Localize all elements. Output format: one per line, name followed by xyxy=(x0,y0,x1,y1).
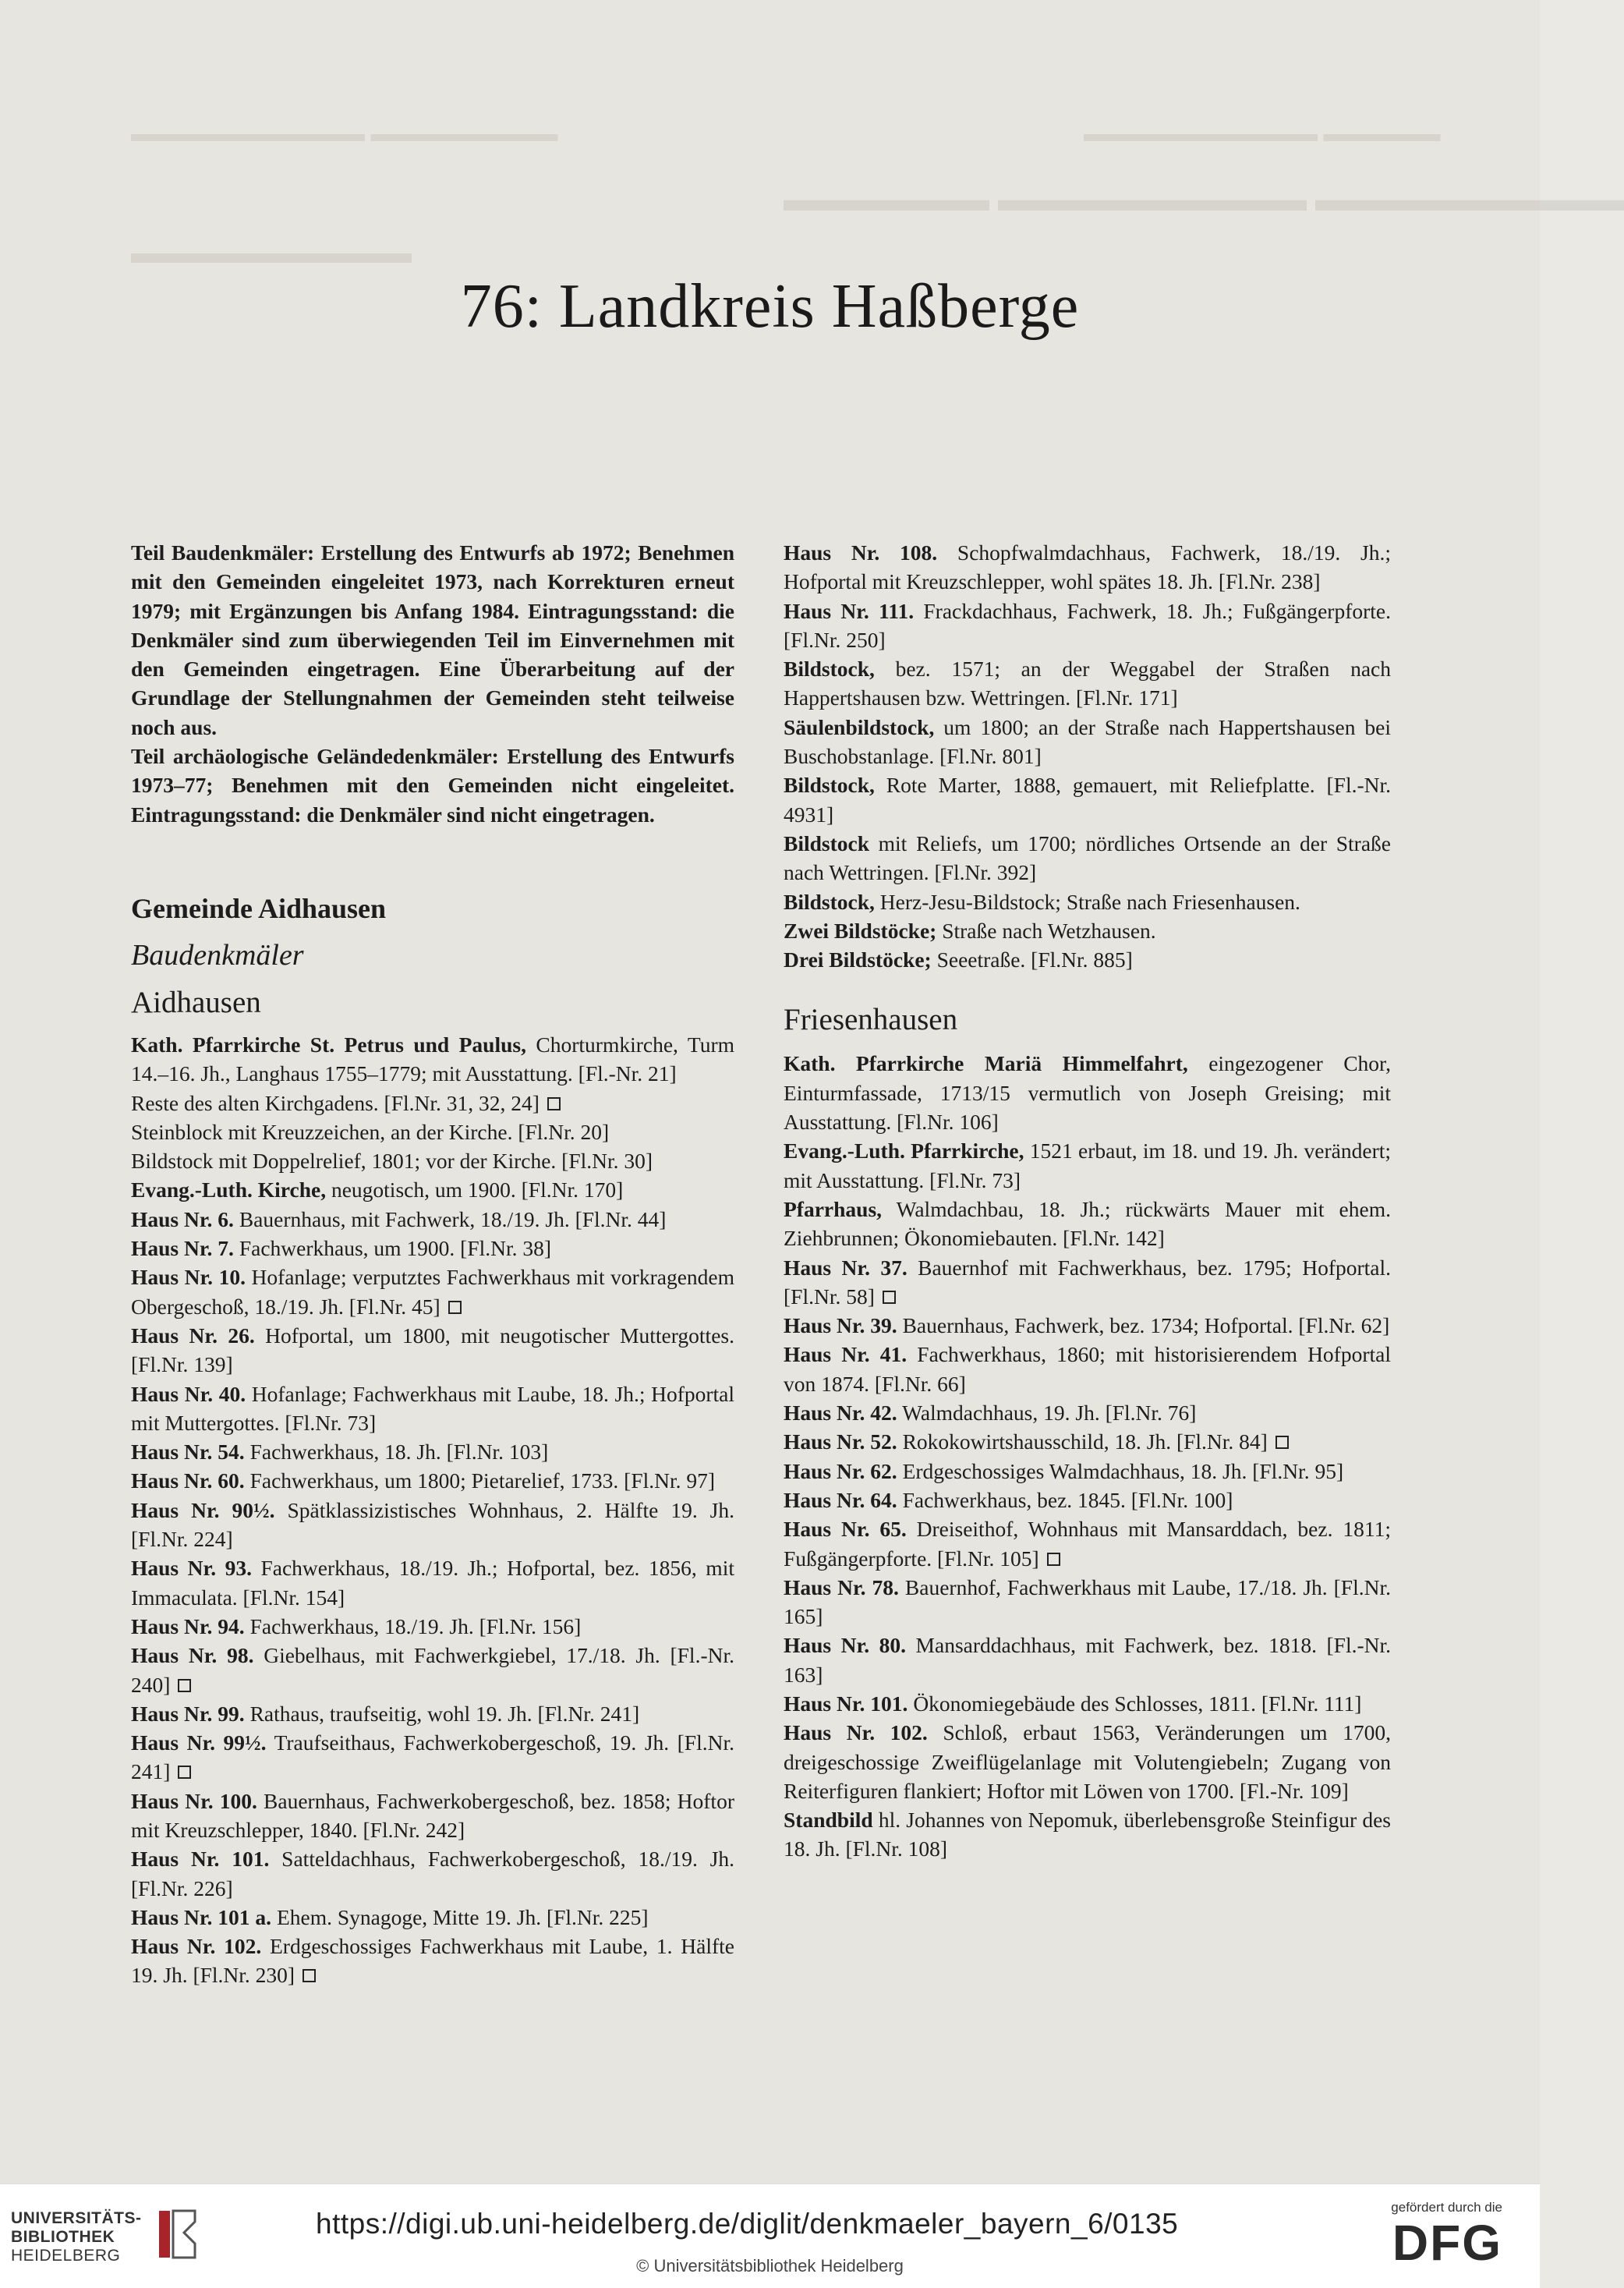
entry xyxy=(131,1932,734,1990)
entry-heading: Haus Nr. 78. xyxy=(784,1574,899,1599)
entry-text: Frackdachhaus, Fachwerk, 18. Jh.; Fußgängerpforte. [Fl.Nr. 250] xyxy=(784,598,1391,652)
entry xyxy=(131,1263,734,1321)
entry-heading: Haus Nr. 60. xyxy=(131,1468,245,1493)
entry xyxy=(784,1718,1391,1805)
entry-heading: Haus Nr. 6. xyxy=(131,1206,234,1231)
entry-text: Bauernhof, Fachwerkhaus mit Laube, 17./18. Jh. [Fl.Nr. 165] xyxy=(784,1574,1391,1629)
entry xyxy=(131,1117,734,1146)
entry-text: Satteldachhaus, Fachwerkobergeschoß, 18./19. Jh. [Fl.Nr. 226] xyxy=(131,1847,734,1900)
entry-heading: Bildstock, xyxy=(784,773,875,798)
entry-text: Erdgeschossiges Walmdachhaus, 18. Jh. [Fl.Nr. 95] xyxy=(897,1458,1344,1483)
entry-text: bez. 1571; an der Weggabel der Straßen nach Happertshausen bzw. Wettringen. [Fl.Nr. 171] xyxy=(784,657,1391,710)
entry xyxy=(131,1553,734,1612)
entry-text: Fachwerkhaus, 1860; mit historisierendem Hofportal von 1874. [Fl.Nr. 66] xyxy=(784,1342,1391,1396)
entry xyxy=(131,1321,734,1380)
entry-text: Fachwerkhaus, um 1800; Pietarelief, 1733. [Fl.Nr. 97] xyxy=(244,1468,716,1493)
gemeinde-heading: Gemeinde Aidhausen xyxy=(131,892,387,924)
entry-heading: Haus Nr. 26. xyxy=(131,1323,255,1348)
entry-heading: Säulenbildstock, xyxy=(784,714,935,739)
entry-text: Fachwerkhaus, 18./19. Jh. [Fl.Nr. 156] xyxy=(244,1613,582,1638)
ort-heading: Friesenhausen xyxy=(784,1003,958,1037)
entry-text: Fachwerkhaus, um 1900. [Fl.Nr. 38] xyxy=(233,1236,552,1261)
entry-list xyxy=(784,1049,1391,1863)
entry-heading: Haus Nr. 10. xyxy=(131,1265,246,1290)
right-column xyxy=(784,538,1391,1864)
entry-heading: Haus Nr. 7. xyxy=(131,1236,234,1261)
entry-heading: Haus Nr. 102. xyxy=(131,1934,262,1959)
square-marker-icon xyxy=(1275,1436,1289,1449)
entry-text: Schloß, erbaut 1563, Veränderungen um 1700, dreigeschossige Zweiflügelanlage mit Volutengiebeln; Zugang von Reiterfiguren flankiert; Hoftor mit Löwen von 1700. [Fl.-Nr. 109] xyxy=(784,1720,1391,1803)
intro-paragraph: Teil archäologische Geländedenkmäler: Erstellung des Entwurfs 1973–77; Benehmen mit den Gemeinden nicht eingeleitet. Eintragungsstand: die Denkmäler sind nicht eingetragen. xyxy=(131,744,734,827)
entry-heading: Haus Nr. 42. xyxy=(784,1401,897,1426)
entry xyxy=(784,1631,1391,1689)
entry-heading: Evang.-Luth. Kirche, xyxy=(131,1178,327,1202)
entry-text: Reste des alten Kirchgadens. [Fl.Nr. 31, 32, 24] xyxy=(131,1090,540,1115)
entry xyxy=(784,829,1391,887)
entry xyxy=(784,887,1391,916)
entry-text: Bauernhof mit Fachwerkhaus, bez. 1795; Hofportal. [Fl.Nr. 58] xyxy=(784,1255,1391,1309)
entry-heading: Haus Nr. 40. xyxy=(131,1381,246,1406)
entry-text: Hofanlage; verputztes Fachwerkhaus mit vorkragendem Obergeschoß, 18./19. Jh. [Fl.Nr. 45] xyxy=(131,1265,734,1319)
entry-heading: Haus Nr. 101. xyxy=(784,1691,908,1716)
entry xyxy=(131,1496,734,1554)
entry xyxy=(131,1787,734,1845)
entry xyxy=(784,538,1391,597)
entry-text: Bauernhaus, mit Fachwerk, 18./19. Jh. [Fl.Nr. 44] xyxy=(233,1206,667,1231)
entry xyxy=(131,1089,734,1117)
copyright-notice: © Universitätsbibliothek Heidelberg xyxy=(636,2256,904,2276)
entry-heading: Haus Nr. 99½. xyxy=(131,1730,267,1755)
entry-heading: Haus Nr. 41. xyxy=(784,1342,908,1367)
entry xyxy=(784,713,1391,771)
entry xyxy=(784,1195,1391,1253)
entry-heading: Drei Bildstöcke; xyxy=(784,947,932,972)
entry xyxy=(784,1427,1391,1456)
entry-text: Ehem. Synagoge, Mitte 19. Jh. [Fl.Nr. 225] xyxy=(271,1904,649,1929)
entry-text: Straße nach Wetzhausen. xyxy=(936,918,1156,943)
entry-heading: Haus Nr. 90½. xyxy=(131,1497,275,1522)
entry-text: Seeetraße. [Fl.Nr. 885] xyxy=(931,947,1133,972)
show-through-text: ▬▬▬▬▬▬ ▬▬▬▬▬▬▬▬▬ ▬▬▬▬▬▬▬▬▬ xyxy=(784,180,1624,218)
logo-text: HEIDELBERG xyxy=(11,2247,121,2265)
dfg-caption: gefördert durch die xyxy=(1391,2200,1502,2215)
entry-text: Rokokowirtshausschild, 18. Jh. [Fl.Nr. 84] xyxy=(897,1429,1268,1454)
entry xyxy=(131,1437,734,1466)
entry xyxy=(131,1030,734,1089)
entry xyxy=(784,1805,1391,1864)
entry xyxy=(784,1514,1391,1573)
entry-text: Spätklassizistisches Wohnhaus, 2. Hälfte 19. Jh. [Fl.Nr. 224] xyxy=(131,1497,734,1552)
intro-paragraph: Teil Baudenkmäler: Erstellung des Entwurfs ab 1972; Benehmen mit den Gemeinden eingeleitet 1973, nach Korrekturen erneut 1979; mit Ergänzungen bis Anfang 1984. Eintragungsstand: die Denkmäler sind zum überwiegenden Teil im Einvernehmen mit den Gemeinden eingetragen. Eine Überarbeitung auf der Grundlage der Stellungnahmen der Gemeinden steht teilweise noch aus. xyxy=(131,540,734,739)
entry-text: Rathaus, traufseitig, wohl 19. Jh. [Fl.Nr. 241] xyxy=(244,1701,640,1726)
entry xyxy=(131,1612,734,1641)
entry xyxy=(131,1146,734,1175)
dfg-logo[interactable] xyxy=(1391,2200,1502,2270)
entry xyxy=(131,1205,734,1234)
entry-heading: Haus Nr. 94. xyxy=(131,1613,245,1638)
entry-text: Fachwerkhaus, 18. Jh. [Fl.Nr. 103] xyxy=(244,1440,549,1465)
entry-text: Dreiseithof, Wohnhaus mit Mansarddach, bez. 1811; Fußgängerpforte. [Fl.Nr. 105] xyxy=(784,1517,1391,1571)
entry xyxy=(784,654,1391,713)
entry xyxy=(131,1234,734,1263)
entry-text: Chorturmkirche, Turm 14.–16. Jh., Langhaus 1755–1779; mit Ausstattung. [Fl.-Nr. 21] xyxy=(131,1032,734,1086)
entry xyxy=(131,1903,734,1932)
entry xyxy=(784,1136,1391,1195)
entry xyxy=(784,916,1391,945)
entry-text: Schopfwalmdachhaus, Fachwerk, 18./19. Jh.; Hofportal mit Kreuzschlepper, wohl spätes 18. Jh. [Fl.Nr. 238] xyxy=(784,540,1391,594)
entry-heading: Haus Nr. 98. xyxy=(131,1643,254,1668)
entry-text: Rote Marter, 1888, gemauert, mit Reliefplatte. [Fl.-Nr. 4931] xyxy=(784,773,1391,827)
entry-text: Fachwerkhaus, 18./19. Jh.; Hofportal, bez. 1856, mit Immaculata. [Fl.Nr. 154] xyxy=(131,1556,734,1610)
entry xyxy=(784,1573,1391,1631)
entry xyxy=(784,1311,1391,1340)
entry-heading: Haus Nr. 64. xyxy=(784,1487,897,1512)
entry-heading: Haus Nr. 111. xyxy=(784,598,915,623)
entry-heading: Standbild xyxy=(784,1808,873,1833)
entry-text: Hofportal, um 1800, mit neugotischer Muttergottes. [Fl.Nr. 139] xyxy=(131,1323,734,1377)
entry-text: Hofanlage; Fachwerkhaus mit Laube, 18. Jh.; Hofportal mit Muttergottes. [Fl.Nr. 73] xyxy=(131,1381,734,1435)
entry xyxy=(784,1486,1391,1514)
entry-text: Ökonomiegebäude des Schlosses, 1811. [Fl.Nr. 111] xyxy=(908,1691,1362,1716)
logo-text: BIBLIOTHEK xyxy=(11,2228,115,2246)
entry xyxy=(784,1398,1391,1427)
entry-text: mit Reliefs, um 1700; nördliches Ortsende an der Straße nach Wettringen. [Fl.Nr. 392] xyxy=(784,831,1391,885)
permalink[interactable]: https://digi.ub.uni-heidelberg.de/diglit/denkmaeler_bayern_6/0135 xyxy=(316,2208,1179,2240)
entry-heading: Haus Nr. 93. xyxy=(131,1556,252,1581)
entry-text: Erdgeschossiges Fachwerkhaus mit Laube, 1. Hälfte 19. Jh. [Fl.Nr. 230] xyxy=(131,1934,734,1988)
entry xyxy=(784,1689,1391,1718)
entry-heading: Zwei Bildstöcke; xyxy=(784,918,937,943)
left-column xyxy=(131,538,734,1990)
entry-text: 1521 erbaut, im 18. und 19. Jh. verändert; mit Ausstattung. [Fl.Nr. 73] xyxy=(784,1139,1392,1192)
entry-text: neugotisch, um 1900. [Fl.Nr. 170] xyxy=(326,1178,624,1202)
square-marker-icon xyxy=(883,1291,896,1304)
entry xyxy=(784,1340,1391,1398)
logo-text: UNIVERSITÄTS- xyxy=(11,2209,142,2227)
entry-heading: Haus Nr. 101 a. xyxy=(131,1904,272,1929)
show-through-text: ▬▬▬▬▬▬▬▬▬ xyxy=(131,235,412,270)
intro-block xyxy=(131,538,734,829)
entry-heading: Haus Nr. 108. xyxy=(784,540,938,565)
entry-heading: Bildstock, xyxy=(784,657,875,682)
dfg-wordmark: DFG xyxy=(1392,2215,1502,2271)
entry-list xyxy=(784,538,1391,974)
entry xyxy=(784,770,1391,829)
entry-heading: Bildstock xyxy=(784,831,870,855)
entry-heading: Haus Nr. 102. xyxy=(784,1720,928,1745)
entry-heading: Pfarrhaus, xyxy=(784,1196,883,1221)
entry-heading: Haus Nr. 62. xyxy=(784,1458,897,1483)
entry-heading: Haus Nr. 39. xyxy=(784,1313,897,1338)
entry-heading: Haus Nr. 100. xyxy=(131,1788,257,1813)
entry xyxy=(784,1253,1391,1312)
viewer-footer xyxy=(0,2184,1540,2288)
entry xyxy=(784,945,1391,974)
library-emblem-icon xyxy=(156,2206,198,2262)
entry xyxy=(131,1699,734,1728)
entry xyxy=(131,1728,734,1787)
show-through-text: ▬▬▬▬▬▬▬▬▬▬ ▬▬▬▬▬ xyxy=(1084,121,1441,147)
entry-heading: Kath. Pfarrkirche Mariä Himmelfahrt, xyxy=(784,1051,1188,1076)
entry-text: um 1800; an der Straße nach Happertshausen bei Buschobstanlage. [Fl.Nr. 801] xyxy=(784,714,1391,769)
entry xyxy=(131,1380,734,1438)
square-marker-icon xyxy=(178,1679,191,1692)
square-marker-icon xyxy=(1047,1553,1060,1566)
square-marker-icon xyxy=(448,1301,462,1314)
entry-heading: Kath. Pfarrkirche St. Petrus und Paulus, xyxy=(131,1032,526,1057)
entry xyxy=(784,1049,1391,1136)
entry xyxy=(784,1457,1391,1486)
entry-text: Bauernhaus, Fachwerkobergeschoß, bez. 1858; Hoftor mit Kreuzschlepper, 1840. [Fl.Nr. 242] xyxy=(131,1788,734,1842)
square-marker-icon xyxy=(547,1097,561,1110)
entry-heading: Bildstock, xyxy=(784,889,875,914)
entry-text: Giebelhaus, mit Fachwerkgiebel, 17./18. Jh. [Fl.-Nr. 240] xyxy=(131,1643,734,1697)
entry-heading: Haus Nr. 65. xyxy=(784,1517,907,1542)
entry-heading: Haus Nr. 80. xyxy=(784,1633,906,1658)
entry-heading: Haus Nr. 99. xyxy=(131,1701,245,1726)
entry-text: Steinblock mit Kreuzzeichen, an der Kirche. [Fl.Nr. 20] xyxy=(131,1119,610,1144)
entry-text: Bauernhaus, Fachwerk, bez. 1734; Hofportal. [Fl.Nr. 62] xyxy=(897,1313,1390,1338)
entry-text: hl. Johannes von Nepomuk, überlebensgroße Steinfigur des 18. Jh. [Fl.Nr. 108] xyxy=(784,1808,1391,1861)
entry-list xyxy=(131,1030,734,1990)
entry-text: Mansarddachhaus, mit Fachwerk, bez. 1818. [Fl.-Nr. 163] xyxy=(784,1633,1391,1687)
entry-text: Herz-Jesu-Bildstock; Straße nach Friesenhausen. xyxy=(874,889,1300,914)
entry-text: Walmdachbau, 18. Jh.; rückwärts Mauer mit ehem. Ziehbrunnen; Ökonomiebauten. [Fl.Nr. 142] xyxy=(784,1196,1391,1251)
entry-heading: Haus Nr. 101. xyxy=(131,1847,270,1872)
entry xyxy=(131,1175,734,1204)
entry-text: Traufseithaus, Fachwerkobergeschoß, 19. Jh. [Fl.Nr. 241] xyxy=(131,1730,734,1784)
entry-text: Bildstock mit Doppelrelief, 1801; vor der Kirche. [Fl.Nr. 30] xyxy=(131,1149,653,1174)
show-through-text: ▬▬▬▬▬▬▬▬▬▬ ▬▬▬▬▬▬▬▬ xyxy=(131,121,558,147)
page-title: 76: Landkreis Haßberge xyxy=(460,272,1080,341)
entry-heading: Haus Nr. 54. xyxy=(131,1440,245,1465)
entry xyxy=(131,1844,734,1903)
entry xyxy=(131,1466,734,1495)
square-marker-icon xyxy=(303,1969,316,1982)
entry xyxy=(784,597,1391,655)
entry-text: Walmdachhaus, 19. Jh. [Fl.Nr. 76] xyxy=(897,1401,1197,1426)
entry-heading: Haus Nr. 37. xyxy=(784,1255,908,1280)
entry xyxy=(131,1641,734,1699)
entry-text: eingezogener Chor, Einturmfassade, 1713/15 vermutlich von Joseph Greising; mit Ausstattung. [Fl.Nr. 106] xyxy=(784,1051,1391,1135)
entry-text: Fachwerkhaus, bez. 1845. [Fl.Nr. 100] xyxy=(897,1487,1233,1512)
ort-heading: Aidhausen xyxy=(131,985,261,1019)
square-marker-icon xyxy=(178,1766,191,1779)
section-heading: Baudenkmäler xyxy=(131,938,304,972)
entry-heading: Haus Nr. 52. xyxy=(784,1429,897,1454)
entry-heading: Evang.-Luth. Pfarrkirche, xyxy=(784,1139,1024,1163)
